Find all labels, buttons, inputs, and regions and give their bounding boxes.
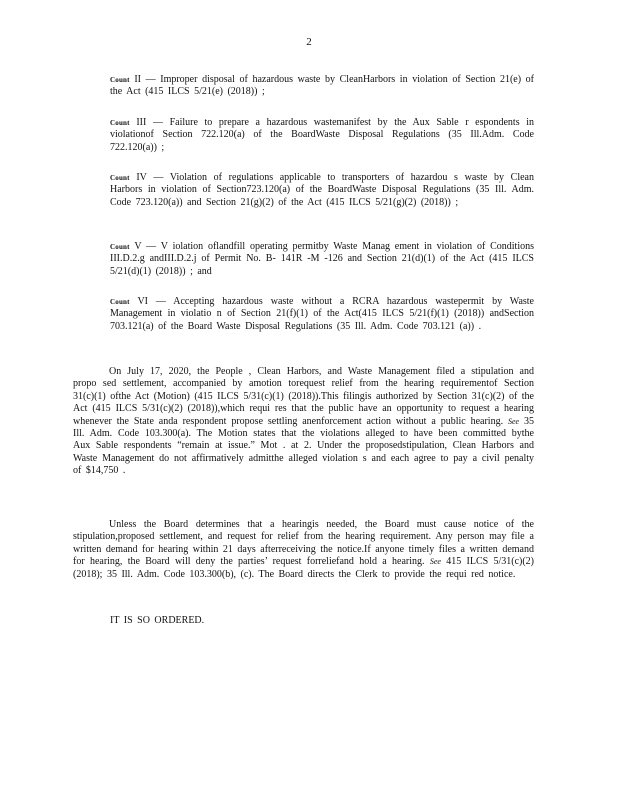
count-item: [110, 74, 534, 99]
count-text: II — Improper disposal of hazardous waste by CleanHarbors in violation of Section 21(e) of the Act (415 ILCS 5/21(e) (2018)) ;: [110, 74, 535, 98]
settlement-paragraph: [73, 366, 534, 478]
count-label: Count: [110, 298, 130, 306]
count-label: Count: [110, 119, 130, 127]
count-text: V — V iolation oflandfill operating permitby Waste Manag ement in violation of Conditions III.D.2.g andIII.D.2.j of Permit No. B- 141R -M -126 and Section 21(d)(1) of the Act (415 ILCS 5/21(d)(1) (2018)) ; and: [110, 241, 534, 277]
count-label: Count: [110, 243, 130, 251]
citation-signal: See: [429, 557, 441, 567]
order-closing: IT IS SO ORDERED.: [110, 615, 205, 626]
page-number: 2: [306, 36, 312, 48]
count-item: [110, 241, 534, 278]
citation-signal: See: [507, 416, 520, 426]
count-label: Count: [110, 76, 130, 84]
count-text: VI — Accepting hazardous waste without a RCRA hazardous wastepermit by Waste Management in violatio n of Section 21(f)(1) of the Act(415 ILCS 5/21(f)(1) (2018)) andSection 703.121(a) of the Board Waste Disposal Regulations (35 Ill. Adm. Code 703.121 (a)) .: [110, 296, 534, 332]
notice-paragraph: [73, 519, 534, 581]
count-item: [110, 117, 534, 154]
count-label: Count: [110, 174, 130, 182]
count-item: [110, 296, 534, 333]
count-text: IV — Violation of regulations applicable to transporters of hazardou s waste by Clean Harbors in violation of Section723.120(a) of the BoardWaste Disposal Regulations (35 Ill. Adm. Code 723.120(a)) and Section 21(g)(2) of the Act (415 ILCS 5/21(g)(2) (2018)) ;: [110, 172, 534, 208]
paragraph-text: 35 Ill. Adm. Code 103.300(a). The Motion states that the violations alleged to have been committed bythe Aux Sable respondents “remain at issue.” Mot . at 2. Under the proposedstipulation, Clean Harbors and Waste Management do not affirmatively admitthe alleged violation s and each agree to pay a civil penalty of $14,750 .: [73, 415, 534, 477]
paragraph-text: 415 ILCS 5/31(c)(2) (2018); 35 Ill. Adm. Code 103.300(b), (c). The Board directs the Clerk to provide the requi red notice.: [73, 556, 535, 580]
paragraph-text: Unless the Board determines that a hearingis needed, the Board must cause notice of the stipulation,proposed settlement, and request for relief from the hearing requirement. Any person may file a written demand for hearing within 21 days afterreceiving the notice.If anyone timely files a written demand for hearing, the Board will deny the parties’ request forreliefand hold a hearing.: [73, 519, 534, 568]
count-item: [110, 172, 534, 209]
count-text: III — Failure to prepare a hazardous wastemanifest by the Aux Sable r espondents in violationof Section 722.120(a) of the BoardWaste Disposal Regulations (35 Ill.Adm. Code 722.120(a)) ;: [110, 117, 535, 153]
paragraph-text: On July 17, 2020, the People , Clean Harbors, and Waste Management filed a stipulation and propo sed settlement, accompanied by amotion torequest relief from the hearing requirementof Section 31(c)(1) ofthe Act (Motion) (415 ILCS 5/31(c)(1) (2018)).This filingis authorized by Section 31(c)(2) of the Act (415 ILCS 5/31(c)(2) (2018)),which requi res that the public have an opportunity to request a hearing whenever the State anda respondent propose settling anenforcement action without a public hearing.: [73, 366, 534, 427]
